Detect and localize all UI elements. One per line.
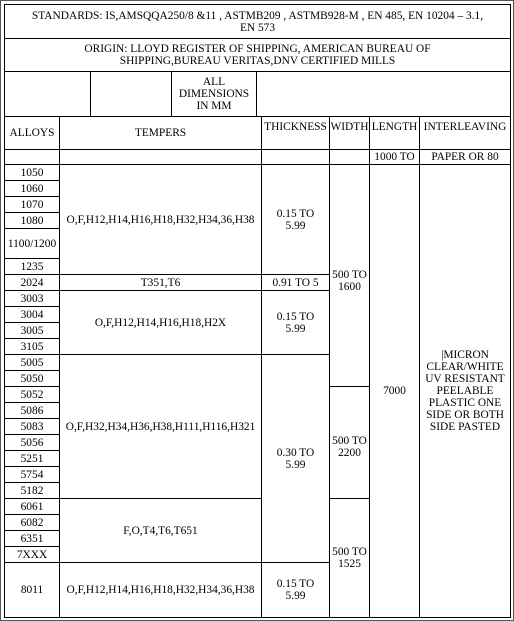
- alloy-cell: 6061: [5, 498, 59, 514]
- alloy-cell: 7XXX: [5, 546, 59, 562]
- alloy-cell: 5754: [5, 466, 59, 482]
- row-divider: [90, 72, 91, 116]
- thickness-range: 0.30 TO 5.99: [261, 354, 329, 562]
- temper-group: T351,T6: [59, 274, 261, 290]
- standards-row: STANDARDS: IS,AMSQQA250/8 &11 , ASTMB209 , ASTMB928-M , EN 485, EN 10204 – 3.1, EN 573: [31, 9, 484, 34]
- temper-group: O,F,H12,H14,H16,H18,H32,H34,36,H38: [59, 562, 261, 617]
- dimensions-filler: [256, 72, 510, 116]
- width-range: 500 TO 1525: [329, 498, 369, 617]
- header-interleaving: INTERLEAVING: [419, 116, 510, 149]
- subheader-interleaving: PAPER OR 80: [419, 149, 510, 164]
- header-width: WIDTH: [329, 116, 369, 149]
- alloy-cell: 1235: [5, 258, 59, 274]
- subheader-empty: [5, 149, 59, 164]
- header-alloys: ALLOYS: [5, 116, 59, 149]
- subheader-empty: [329, 149, 369, 164]
- alloy-cell: 5083: [5, 418, 59, 434]
- header-length: LENGTH: [369, 116, 419, 149]
- alloy-cell: 1070: [5, 196, 59, 212]
- alloy-cell: 1050: [5, 164, 59, 180]
- alloy-cell: 3004: [5, 306, 59, 322]
- alloy-cell: 2024: [5, 274, 59, 290]
- alloy-cell: 6351: [5, 530, 59, 546]
- subheader-length: 1000 TO: [369, 149, 419, 164]
- alloy-cell: 8011: [5, 562, 59, 617]
- thickness-range: 0.15 TO 5.99: [261, 164, 329, 274]
- alloy-cell: 1100/1200: [5, 228, 59, 258]
- alloy-cell: 5182: [5, 482, 59, 498]
- specification-table: [4, 4, 511, 618]
- alloy-cell: 5251: [5, 450, 59, 466]
- alloy-cell: 1080: [5, 212, 59, 228]
- dimensions-note: ALL DIMENSIONS IN MM: [171, 72, 256, 116]
- origin-row: ORIGIN: LLOYD REGISTER OF SHIPPING, AMERICAN BUREAU OF SHIPPING,BUREAU VERITAS,DNV CERTIFIED MILLS: [5, 38, 510, 71]
- alloy-cell: 5050: [5, 370, 59, 386]
- alloy-cell: 5086: [5, 402, 59, 418]
- header-tempers: TEMPERS: [59, 116, 261, 149]
- interleaving-text: |MICRON CLEAR/WHITE UV RESISTANT PEELABLE PLASTIC ONE SIDE OR BOTH SIDE PASTED: [419, 164, 510, 617]
- alloy-cell: 5056: [5, 434, 59, 450]
- alloy-cell: 5005: [5, 354, 59, 370]
- alloy-cell: 3003: [5, 290, 59, 306]
- width-range: 500 TO 1600: [329, 164, 369, 386]
- temper-group: O,F,H12,H14,H16,H18,H2X: [59, 290, 261, 354]
- alloy-cell: 3105: [5, 338, 59, 354]
- thickness-range: 0.91 TO 5: [261, 274, 329, 290]
- temper-group: O,F,H32,H34,H36,H38,H111,H116,H321: [59, 354, 261, 498]
- header-thickness: THICKNESS: [261, 116, 329, 149]
- subheader-empty: [261, 149, 329, 164]
- alloy-cell: 3005: [5, 322, 59, 338]
- thickness-range: 0.15 TO 5.99: [261, 562, 329, 617]
- alloy-cell: 5052: [5, 386, 59, 402]
- subheader-empty: [59, 149, 261, 164]
- temper-group: F,O,T4,T6,T651: [59, 498, 261, 562]
- alloy-cell: 6082: [5, 514, 59, 530]
- length-value: 7000: [369, 164, 419, 617]
- width-range: 500 TO 2200: [329, 386, 369, 498]
- temper-group: O,F,H12,H14,H16,H18,H32,H34,36,H38: [59, 164, 261, 274]
- thickness-range: 0.15 TO 5.99: [261, 290, 329, 354]
- alloy-cell: 1060: [5, 180, 59, 196]
